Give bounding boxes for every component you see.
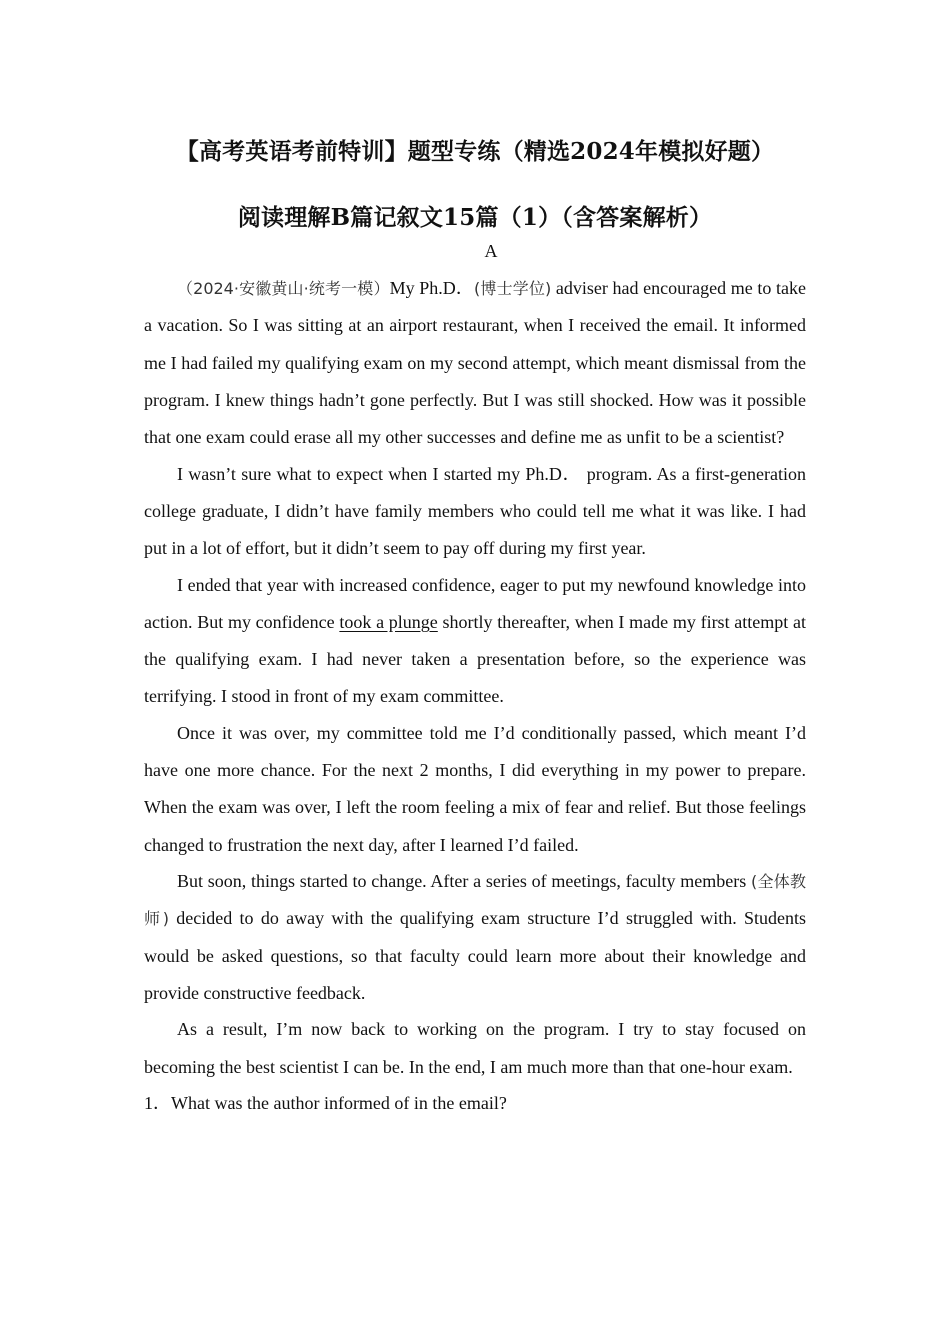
- section-letter: A: [484, 241, 498, 261]
- reading-passage: [144, 270, 806, 1122]
- paragraph-1-text-a: My Ph.D．: [389, 278, 475, 298]
- paragraph-5: [144, 863, 806, 1012]
- paragraph-2: I wasn’t sure what to expect when I started my Ph.D． program. As a first-generation college graduate, I didn’t have family members who could tell me what it was like. I had put in a lot of effort, but it didn’t seem to pay off during my first year.: [144, 463, 806, 559]
- paragraph-4: Once it was over, my committee told me I’d conditionally passed, which meant I’d have one more chance. For the next 2 months, I did everything in my power to prepare. When the exam was over, I left the room feeling a mix of fear and relief. But those feelings changed to frustration the next day, after I learned I’d failed.: [144, 722, 806, 855]
- paragraph-3-text-b: shortly thereafter, when I made my first attempt at the qualifying exam. I had never taken a presentation before, so the experience was terrifying. I stood in front of my exam committee.: [144, 611, 806, 707]
- document-title-line-2: 阅读理解B篇记叙文15篇（1）（含答案解析）: [237, 204, 713, 231]
- document-title-line-1: 【高考英语考前特训】题型专练（精选2024年模拟好题）: [175, 138, 775, 165]
- paragraph-3: [144, 567, 806, 716]
- gloss-phd: (博士学位): [474, 279, 552, 298]
- paragraph-3-text-a: I ended that year with increased confidence, eager to put my newfound knowledge into action. But my confidence: [144, 574, 806, 632]
- underlined-phrase: took a plunge: [339, 611, 438, 632]
- source-citation: （2024·安徽黄山·统考一模）: [177, 279, 390, 298]
- gloss-faculty: (全体教师): [144, 872, 807, 929]
- paragraph-1: [144, 270, 806, 456]
- paragraph-6: As a result, I’m now back to working on the program. I try to stay focused on becoming the best scientist I can be. In the end, I am much more than that one-hour exam.: [144, 1019, 806, 1077]
- question-1: 1．What was the author informed of in the email?: [144, 1093, 507, 1114]
- paragraph-5-text-b: decided to do away with the qualifying exam structure I’d struggled with. Students would be asked questions, so that faculty could learn more about their knowledge and provide constructive feedback.: [144, 908, 806, 1004]
- paragraph-5-text-a: But soon, things started to change. After a series of meetings, faculty members: [177, 871, 752, 892]
- paragraph-1-text-b: adviser had encouraged me to take a vacation. So I was sitting at an airport restaurant, when I received the email. It informed me I had failed my qualifying exam on my second attempt, which meant dismissal from the program. I knew things hadn’t gone perfectly. But I was still shocked. How was it possible that one exam could erase all my other successes and define me as unfit to be a scientist?: [144, 278, 806, 448]
